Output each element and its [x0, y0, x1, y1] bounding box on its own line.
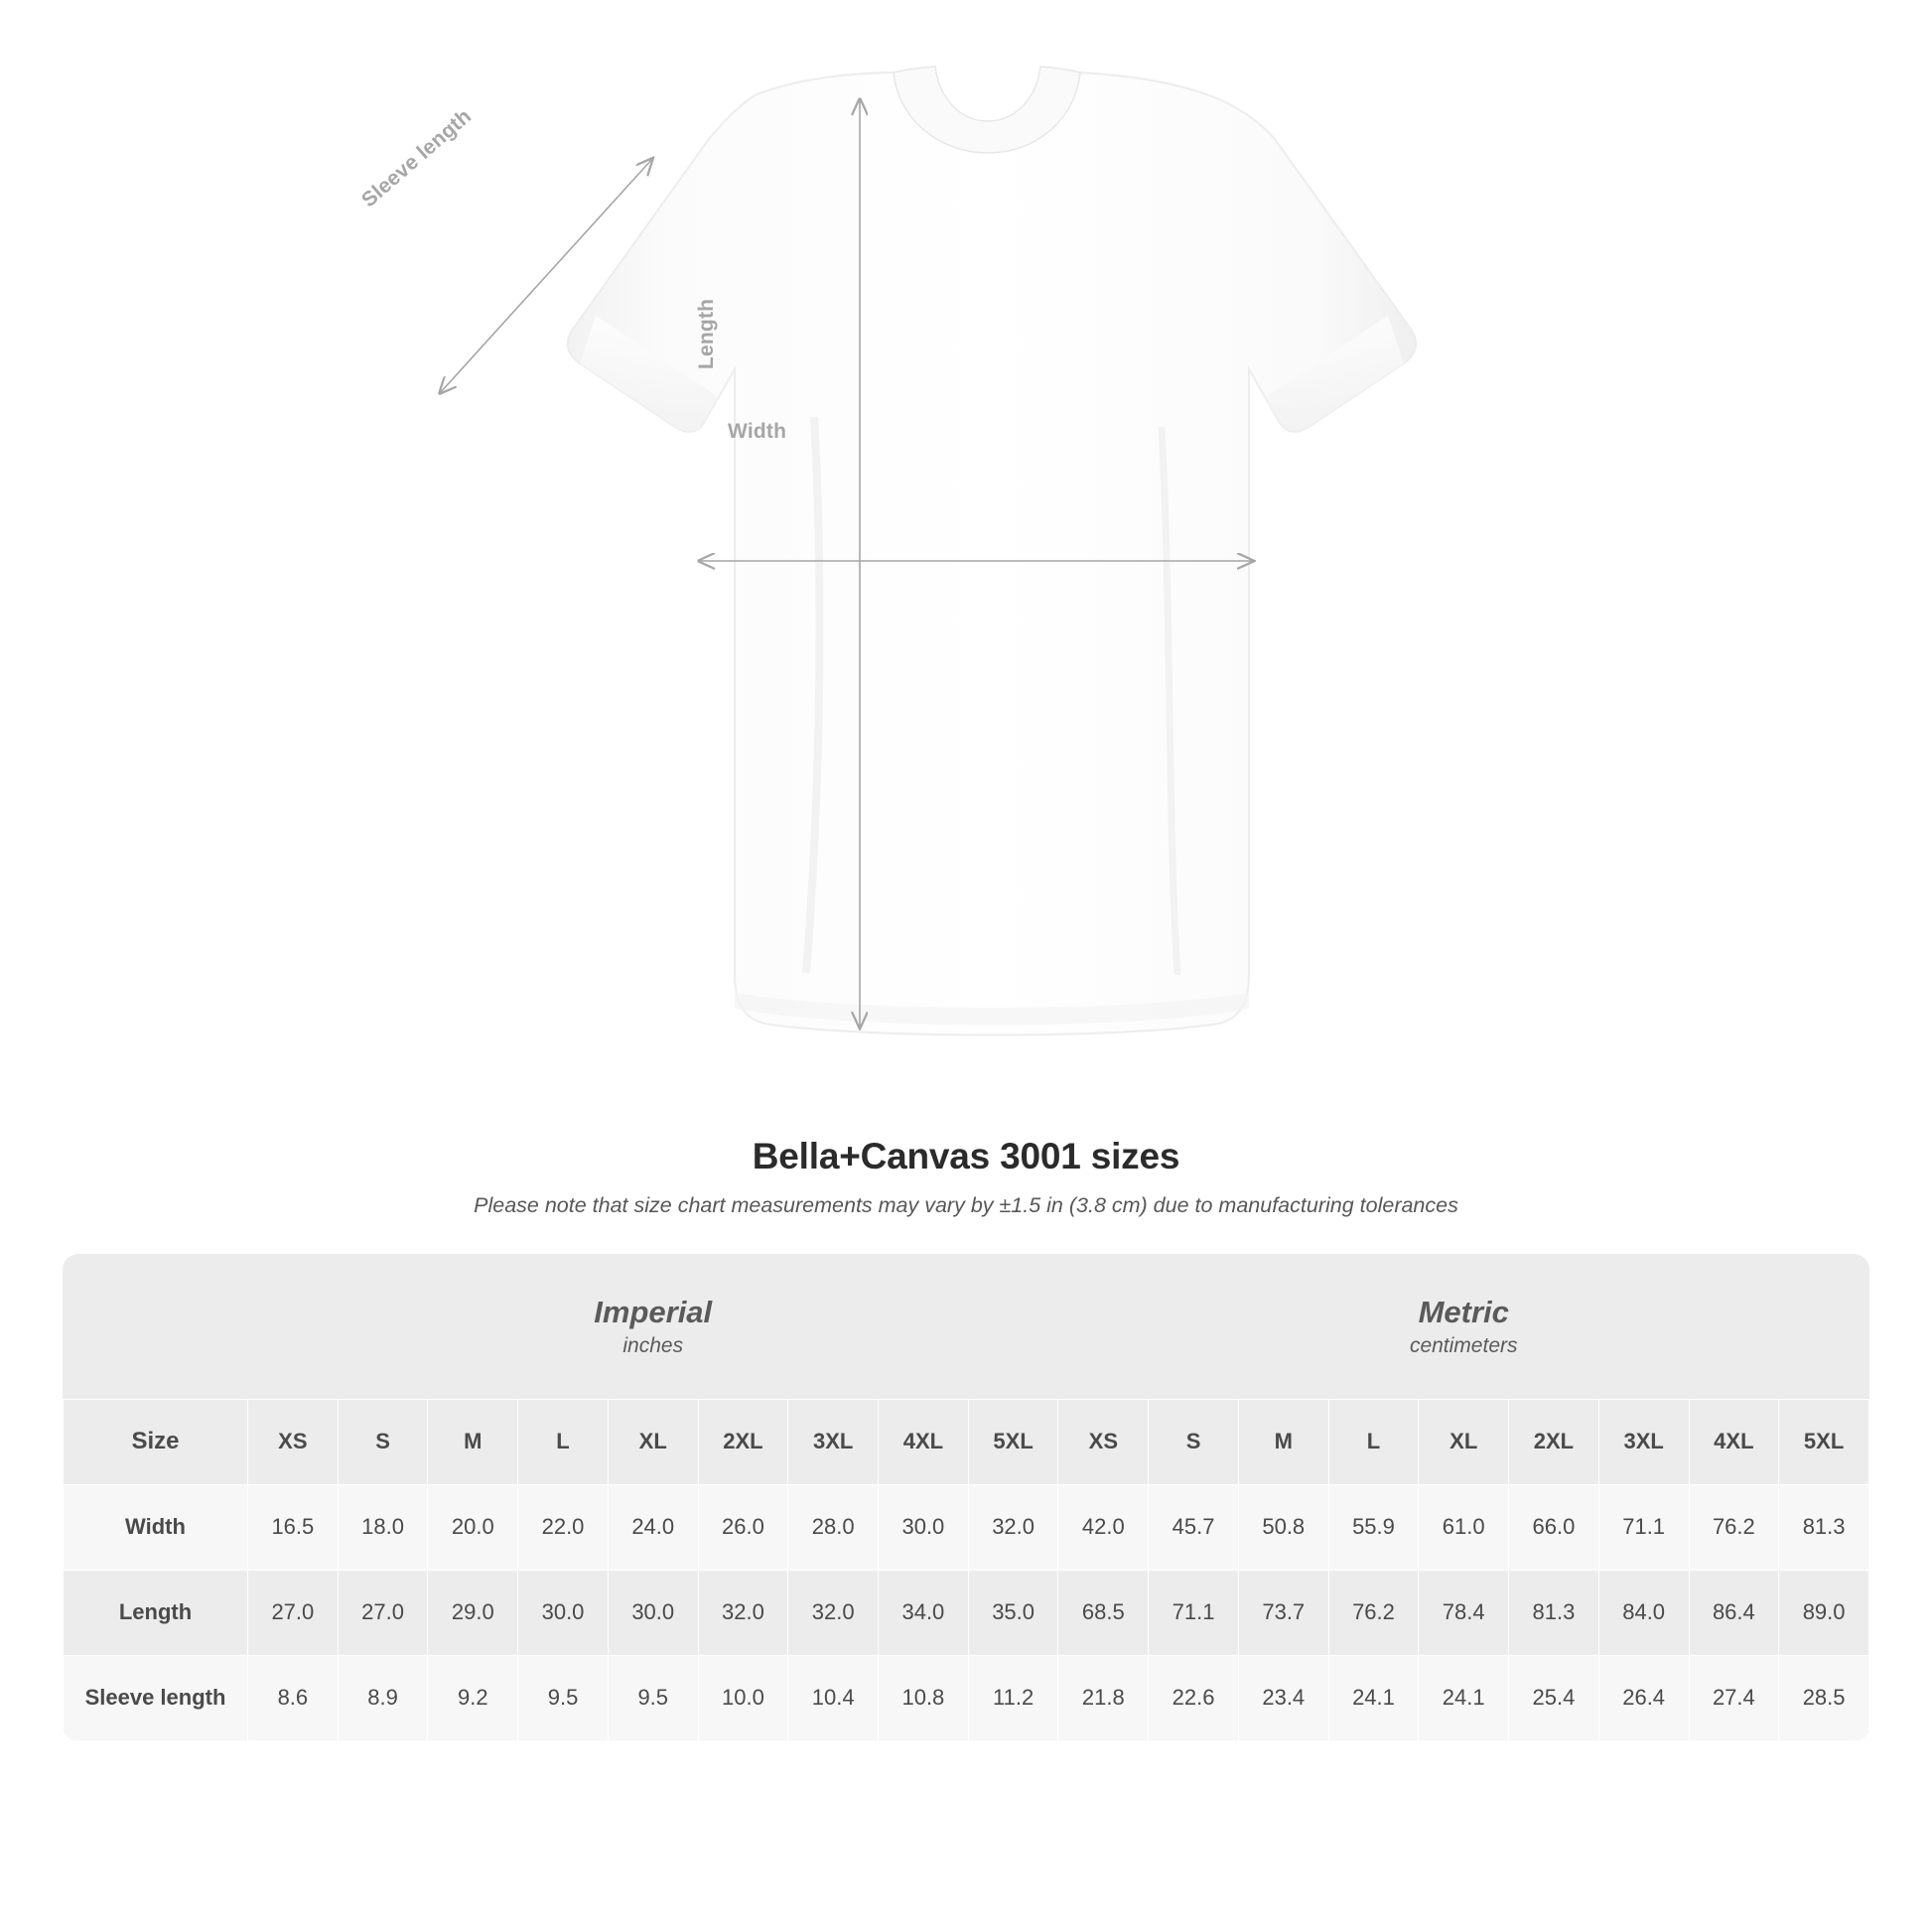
row-label: Width: [64, 1484, 248, 1570]
cell-width-13: 61.0: [1419, 1484, 1509, 1570]
page-title: Bella+Canvas 3001 sizes: [752, 1136, 1180, 1176]
size-header-9: XS: [1058, 1399, 1149, 1484]
cell-width-0: 16.5: [248, 1484, 339, 1570]
size-header-17: 5XL: [1779, 1399, 1869, 1484]
cell-length-1: 27.0: [338, 1570, 428, 1655]
cell-length-12: 76.2: [1328, 1570, 1419, 1655]
cell-sleeve-length-0: 8.6: [248, 1655, 339, 1740]
row-label: Length: [64, 1570, 248, 1655]
table-row: [64, 1484, 1869, 1570]
group-subtitle-metric: centimeters: [1409, 1333, 1518, 1357]
table-row: [64, 1655, 1869, 1740]
cell-width-11: 50.8: [1238, 1484, 1328, 1570]
tolerance-note: Please note that size chart measurements may vary by ±1.5 in (3.8 cm) due to manufacturing tolerances: [474, 1193, 1458, 1217]
cell-length-0: 27.0: [248, 1570, 339, 1655]
size-header-14: 2XL: [1509, 1399, 1599, 1484]
cell-sleeve-length-2: 9.2: [428, 1655, 518, 1740]
row-label: Sleeve length: [64, 1655, 248, 1740]
size-header-5: 2XL: [698, 1399, 788, 1484]
cell-width-16: 76.2: [1689, 1484, 1779, 1570]
cell-width-1: 18.0: [338, 1484, 428, 1570]
cell-width-7: 30.0: [879, 1484, 969, 1570]
cell-width-10: 45.7: [1149, 1484, 1239, 1570]
cell-sleeve-length-9: 21.8: [1058, 1655, 1149, 1740]
size-header-15: 3XL: [1598, 1399, 1689, 1484]
size-chart-table: [63, 1254, 1869, 1741]
cell-width-2: 20.0: [428, 1484, 518, 1570]
cell-sleeve-length-12: 24.1: [1328, 1655, 1419, 1740]
size-header-13: XL: [1419, 1399, 1509, 1484]
unit-group-header-row: [64, 1254, 1869, 1399]
size-header-1: S: [338, 1399, 428, 1484]
size-header-row: [64, 1399, 1869, 1484]
group-header-metric: [1058, 1254, 1869, 1399]
cell-sleeve-length-3: 9.5: [518, 1655, 609, 1740]
cell-width-9: 42.0: [1058, 1484, 1149, 1570]
length-label: Length: [695, 298, 718, 369]
table-row: [64, 1570, 1869, 1655]
sleeve-length-label: Sleeve length: [357, 104, 477, 212]
cell-sleeve-length-17: 28.5: [1779, 1655, 1869, 1740]
size-header-10: S: [1149, 1399, 1239, 1484]
cell-sleeve-length-7: 10.8: [879, 1655, 969, 1740]
size-header-2: M: [428, 1399, 518, 1484]
cell-width-5: 26.0: [698, 1484, 788, 1570]
cell-width-14: 66.0: [1509, 1484, 1599, 1570]
group-subtitle-imperial: inches: [622, 1333, 684, 1357]
cell-sleeve-length-15: 26.4: [1598, 1655, 1689, 1740]
size-header-label: Size: [64, 1399, 248, 1484]
cell-sleeve-length-1: 8.9: [338, 1655, 428, 1740]
cell-length-16: 86.4: [1689, 1570, 1779, 1655]
size-header-16: 4XL: [1689, 1399, 1779, 1484]
cell-width-8: 32.0: [968, 1484, 1058, 1570]
size-header-4: XL: [608, 1399, 698, 1484]
cell-width-15: 71.1: [1598, 1484, 1689, 1570]
cell-length-6: 32.0: [788, 1570, 879, 1655]
cell-length-4: 30.0: [608, 1570, 698, 1655]
cell-sleeve-length-5: 10.0: [698, 1655, 788, 1740]
size-header-7: 4XL: [879, 1399, 969, 1484]
table-corner-cell: [64, 1254, 248, 1399]
cell-length-17: 89.0: [1779, 1570, 1869, 1655]
cell-length-5: 32.0: [698, 1570, 788, 1655]
cell-length-7: 34.0: [879, 1570, 969, 1655]
size-header-6: 3XL: [788, 1399, 879, 1484]
title-block: [0, 1136, 1932, 1218]
cell-length-9: 68.5: [1058, 1570, 1149, 1655]
cell-width-12: 55.9: [1328, 1484, 1419, 1570]
cell-sleeve-length-10: 22.6: [1149, 1655, 1239, 1740]
group-header-imperial: [248, 1254, 1058, 1399]
cell-sleeve-length-11: 23.4: [1238, 1655, 1328, 1740]
cell-length-2: 29.0: [428, 1570, 518, 1655]
cell-length-14: 81.3: [1509, 1570, 1599, 1655]
size-header-3: L: [518, 1399, 609, 1484]
cell-sleeve-length-13: 24.1: [1419, 1655, 1509, 1740]
cell-sleeve-length-16: 27.4: [1689, 1655, 1779, 1740]
width-label: Width: [728, 420, 787, 443]
cell-sleeve-length-14: 25.4: [1509, 1655, 1599, 1740]
size-header-0: XS: [248, 1399, 339, 1484]
cell-width-4: 24.0: [608, 1484, 698, 1570]
cell-width-6: 28.0: [788, 1484, 879, 1570]
cell-length-3: 30.0: [518, 1570, 609, 1655]
size-header-8: 5XL: [968, 1399, 1058, 1484]
size-header-12: L: [1328, 1399, 1419, 1484]
size-header-11: M: [1238, 1399, 1328, 1484]
tshirt-shape: [568, 67, 1417, 1035]
cell-length-11: 73.7: [1238, 1570, 1328, 1655]
cell-sleeve-length-4: 9.5: [608, 1655, 698, 1740]
group-title-metric: Metric: [1418, 1294, 1509, 1329]
cell-length-10: 71.1: [1149, 1570, 1239, 1655]
group-title-imperial: Imperial: [594, 1294, 713, 1329]
cell-width-3: 22.0: [518, 1484, 609, 1570]
cell-sleeve-length-8: 11.2: [968, 1655, 1058, 1740]
size-chart-table-wrapper: [63, 1254, 1869, 1741]
cell-length-8: 35.0: [968, 1570, 1058, 1655]
cell-sleeve-length-6: 10.4: [788, 1655, 879, 1740]
cell-length-13: 78.4: [1419, 1570, 1509, 1655]
cell-length-15: 84.0: [1598, 1570, 1689, 1655]
cell-width-17: 81.3: [1779, 1484, 1869, 1570]
